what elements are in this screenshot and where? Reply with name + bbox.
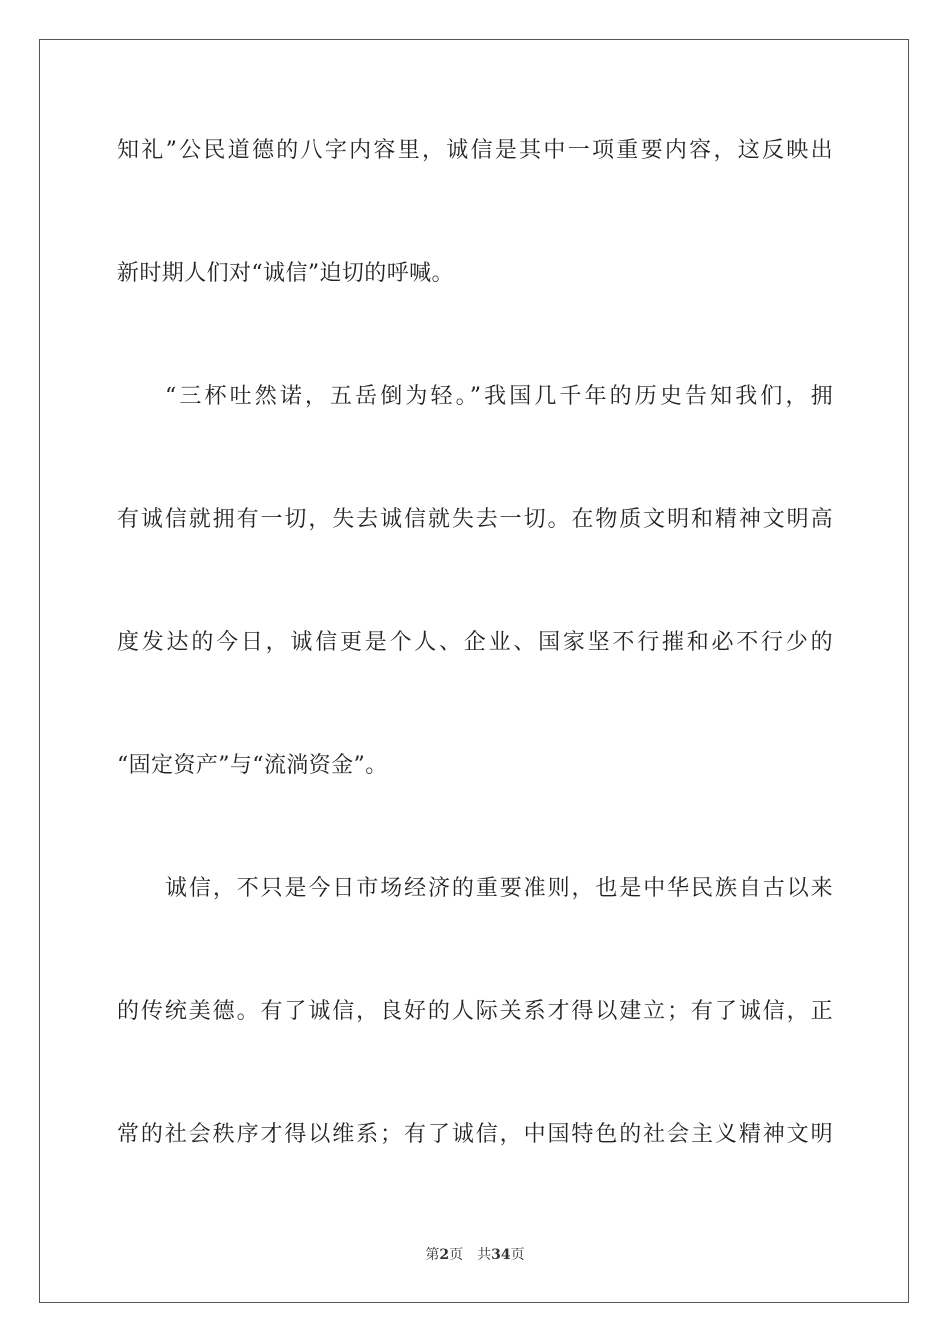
text-line-9: 常的社会秩序才得以维系；有了诚信，中国特色的社会主义精神文明	[117, 1122, 833, 1147]
total-suffix: 页	[510, 1247, 525, 1263]
total-prefix: 共	[477, 1247, 492, 1263]
page-suffix: 页	[449, 1247, 464, 1263]
page-number: 2	[439, 1247, 450, 1263]
text-line-3: “三杯吐然诺，五岳倒为轻。”我国几千年的历史告知我们，拥	[165, 384, 833, 409]
page-border	[39, 39, 909, 1303]
total-pages: 34	[491, 1247, 511, 1263]
page-prefix: 第	[425, 1247, 440, 1263]
text-line-2: 新时期人们对“诚信”迫切的呼喊。	[117, 261, 454, 286]
page-footer	[0, 1246, 950, 1264]
text-line-8: 的传统美德。有了诚信，良好的人际关系才得以建立；有了诚信，正	[117, 999, 833, 1024]
text-line-1: 知礼”公民道德的八字内容里，诚信是其中一项重要内容，这反映出	[117, 138, 833, 163]
text-line-7: 诚信，不只是今日市场经济的重要准则，也是中华民族自古以来	[165, 876, 833, 901]
text-line-5: 度发达的今日，诚信更是个人、企业、国家坚不行摧和必不行少的	[117, 630, 833, 655]
text-line-6: “固定资产”与“流淌资金”。	[117, 753, 388, 778]
text-line-4: 有诚信就拥有一切，失去诚信就失去一切。在物质文明和精神文明高	[117, 507, 833, 532]
